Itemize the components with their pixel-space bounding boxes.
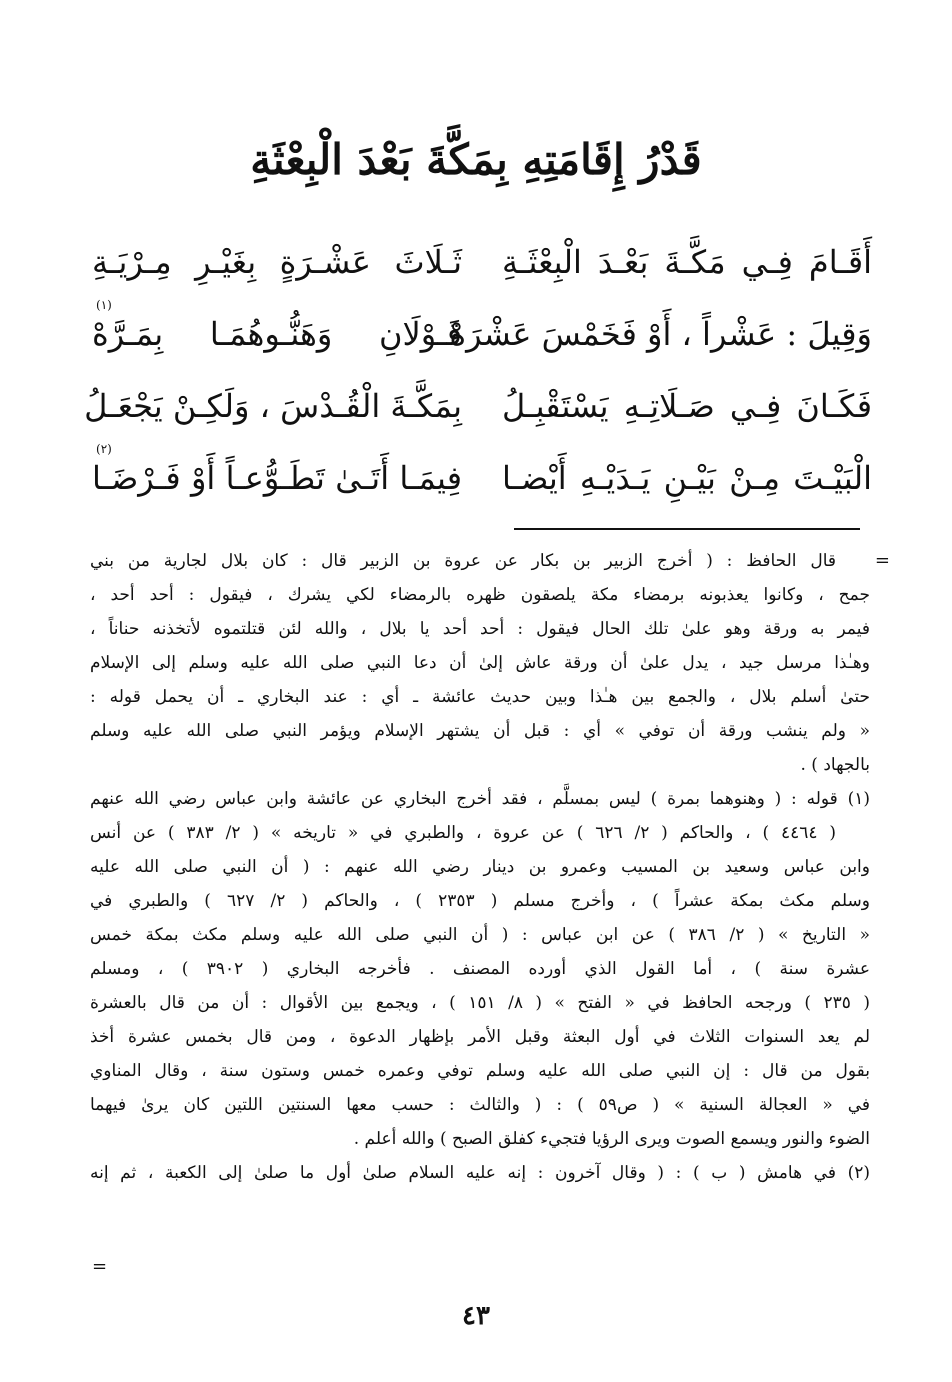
verse-1-first-hemistich: أَقَـامَ فِـي مَكَّـةَ بَعْـدَ الْبِعْثَـةِ bbox=[502, 243, 872, 281]
verse-2-second-hemistich: قَـوْلَانِ وَهَنُّـوهُمَـا بِمَـرَّهْ bbox=[92, 315, 462, 353]
footnote-line: جمح ، وكانوا يعذبونه برمضاء مكة يلصقون ظهره بالرمضاء لكي يشرك ، فيقول : أحد أحد ، bbox=[90, 585, 870, 605]
verse-2-footnote-marker: (١) bbox=[96, 298, 112, 312]
verse-1-second-hemistich: ثَـلَاثَ عَشْـرَةٍ بِغَيْـرِ مِـرْيَـةِ bbox=[92, 243, 462, 281]
footnote-1-line: « التاريخ » ( ٢/ ٣٨٦ ) عن ابن عباس : ( أن النبي صلى الله عليه وسلم مكث بمكة خمس bbox=[90, 925, 870, 945]
footnote-1-line: عشرة سنة ) ، أما القول الذي أورده المصنف . فأخرجه البخاري ( ٣٩٠٢ ) ، ومسلم bbox=[90, 959, 870, 979]
footnote-1-line: في « العجالة السنية » ( ص٥٩ ) : ( والثالث : حسب معها السنتين اللتين كان يرىٰ فيهما bbox=[90, 1095, 870, 1115]
footnote-1-line: وسلم مكث بمكة عشراً ) ، وأخرج مسلم ( ٢٣٥٣ ) ، والحاكم ( ٢/ ٦٢٧ ) والطبري في bbox=[90, 891, 871, 911]
verse-2-first-hemistich: وَقِيلَ : عَشْراً ، أَوْ فَخَمْسَ عَشْرَهْ bbox=[449, 315, 872, 353]
footnote-line: وهـٰذا مرسل جيد ، يدل علىٰ أن ورقة عاش إلىٰ أن دعا النبي صلى الله عليه وسلم إلى الإسلام bbox=[90, 653, 870, 673]
footnote-2-line: (٢) في هامش ( ب ) : ( وقال آخرون : إنه عليه السلام صلىٰ أول ما صلىٰ إلى الكعبة ، ثم إنه bbox=[90, 1163, 870, 1183]
footnote-1-line: لم يعد السنوات الثلاث في أول البعثة وقبل الأمر بإظهار الدعوة ، ومن قال بخمس عشرة أخذ bbox=[90, 1027, 870, 1047]
footnote-separator bbox=[514, 528, 860, 530]
verse-3 bbox=[84, 376, 872, 448]
footnote-line: قال الحافظ : ( أخرج الزبير بن بكار عن عروة بن الزبير قال : كان بلال لجارية من بني bbox=[90, 551, 836, 571]
verse-4 bbox=[92, 442, 872, 520]
continuation-mark-bottom: = bbox=[92, 1256, 108, 1277]
verse-1 bbox=[92, 232, 872, 304]
verse-4-first-hemistich: الْبَيْـتَ مِـنْ بَيْـنِ يَـدَيْـهِ أَيْضـا bbox=[502, 459, 872, 497]
page-number: ٤٣ bbox=[462, 1301, 490, 1331]
continuation-mark-top: = bbox=[874, 550, 890, 571]
footnote-line: « ولم ينشب ورقة أن توفي » أي : قبل أن يشتهر الإسلام ويؤمر النبي صلى الله عليه وسلم bbox=[90, 721, 870, 741]
footnote-line: فيمر به ورقة وهو علىٰ تلك الحال فيقول : أحد أحد يا بلال ، والله لئن قتلتموه لأتخذنه حناناً ، bbox=[90, 619, 870, 639]
footnote-1-line: وابن عباس وسعيد بن المسيب وعمرو بن دينار رضي الله عنهم : ( أن النبي صلى الله عليه bbox=[90, 857, 870, 877]
verse-4-footnote-marker: (٢) bbox=[96, 442, 112, 456]
poem bbox=[84, 232, 872, 520]
verse-3-second-hemistich: بِمَكَّـةَ الْقُـدْسَ ، وَلَكِـنْ يَجْعَـلُ bbox=[84, 387, 462, 425]
chapter-title: قَدْرُ إِقَامَتِهِ بِمَكَّةَ بَعْدَ الْبِعْثَةِ bbox=[250, 135, 702, 184]
verse-4-second-hemistich: فِيمَـا أَتَـىٰ تَطَـوُّعـاً أَوْ فَـرْضَـا bbox=[92, 459, 462, 497]
footnote-1-line: الضوء والنور ويسمع الصوت ويرى الرؤيا فتجيء كفلق الصبح ) والله أعلم . bbox=[353, 1129, 870, 1149]
footnote-line: حتىٰ أسلم بلال ، والجمع بين هـٰذا وبين حديث عائشة ـ أي : عند البخاري ـ أن يحمل قوله : bbox=[90, 687, 870, 707]
verse-3-first-hemistich: فَكَـانَ فِـي صَـلَاتِـهِ يَسْتَقْبِـلُ bbox=[502, 387, 872, 425]
footnote-1-line: (١) قوله : ( وهنوهما بمرة ) ليس بمسلَّم ، فقد أخرج البخاري عن عائشة وابن عباس رضي الله عنهم bbox=[90, 789, 870, 809]
footnote-1-line: ( ٤٤٦٤ ) ، والحاكم ( ٢/ ٦٢٦ ) عن عروة ، والطبري في « تاريخه » ( ٢/ ٣٨٣ ) عن أنس bbox=[90, 823, 836, 843]
footnotes bbox=[90, 544, 870, 1190]
footnote-1-line: ( ٢٣٥ ) ورجحه الحافظ في « الفتح » ( ٨/ ١٥١ ) ، ويجمع بين الأقوال : أن من قال بالعشرة bbox=[90, 993, 870, 1013]
footnote-1-line: بقول من قال : إن النبي صلى الله عليه وسلم توفي وعمره خمس وستون سنة ، وقال المناوي bbox=[90, 1061, 870, 1081]
footnote-line: بالجهاد ) . bbox=[800, 755, 870, 775]
verse-2 bbox=[92, 298, 872, 376]
